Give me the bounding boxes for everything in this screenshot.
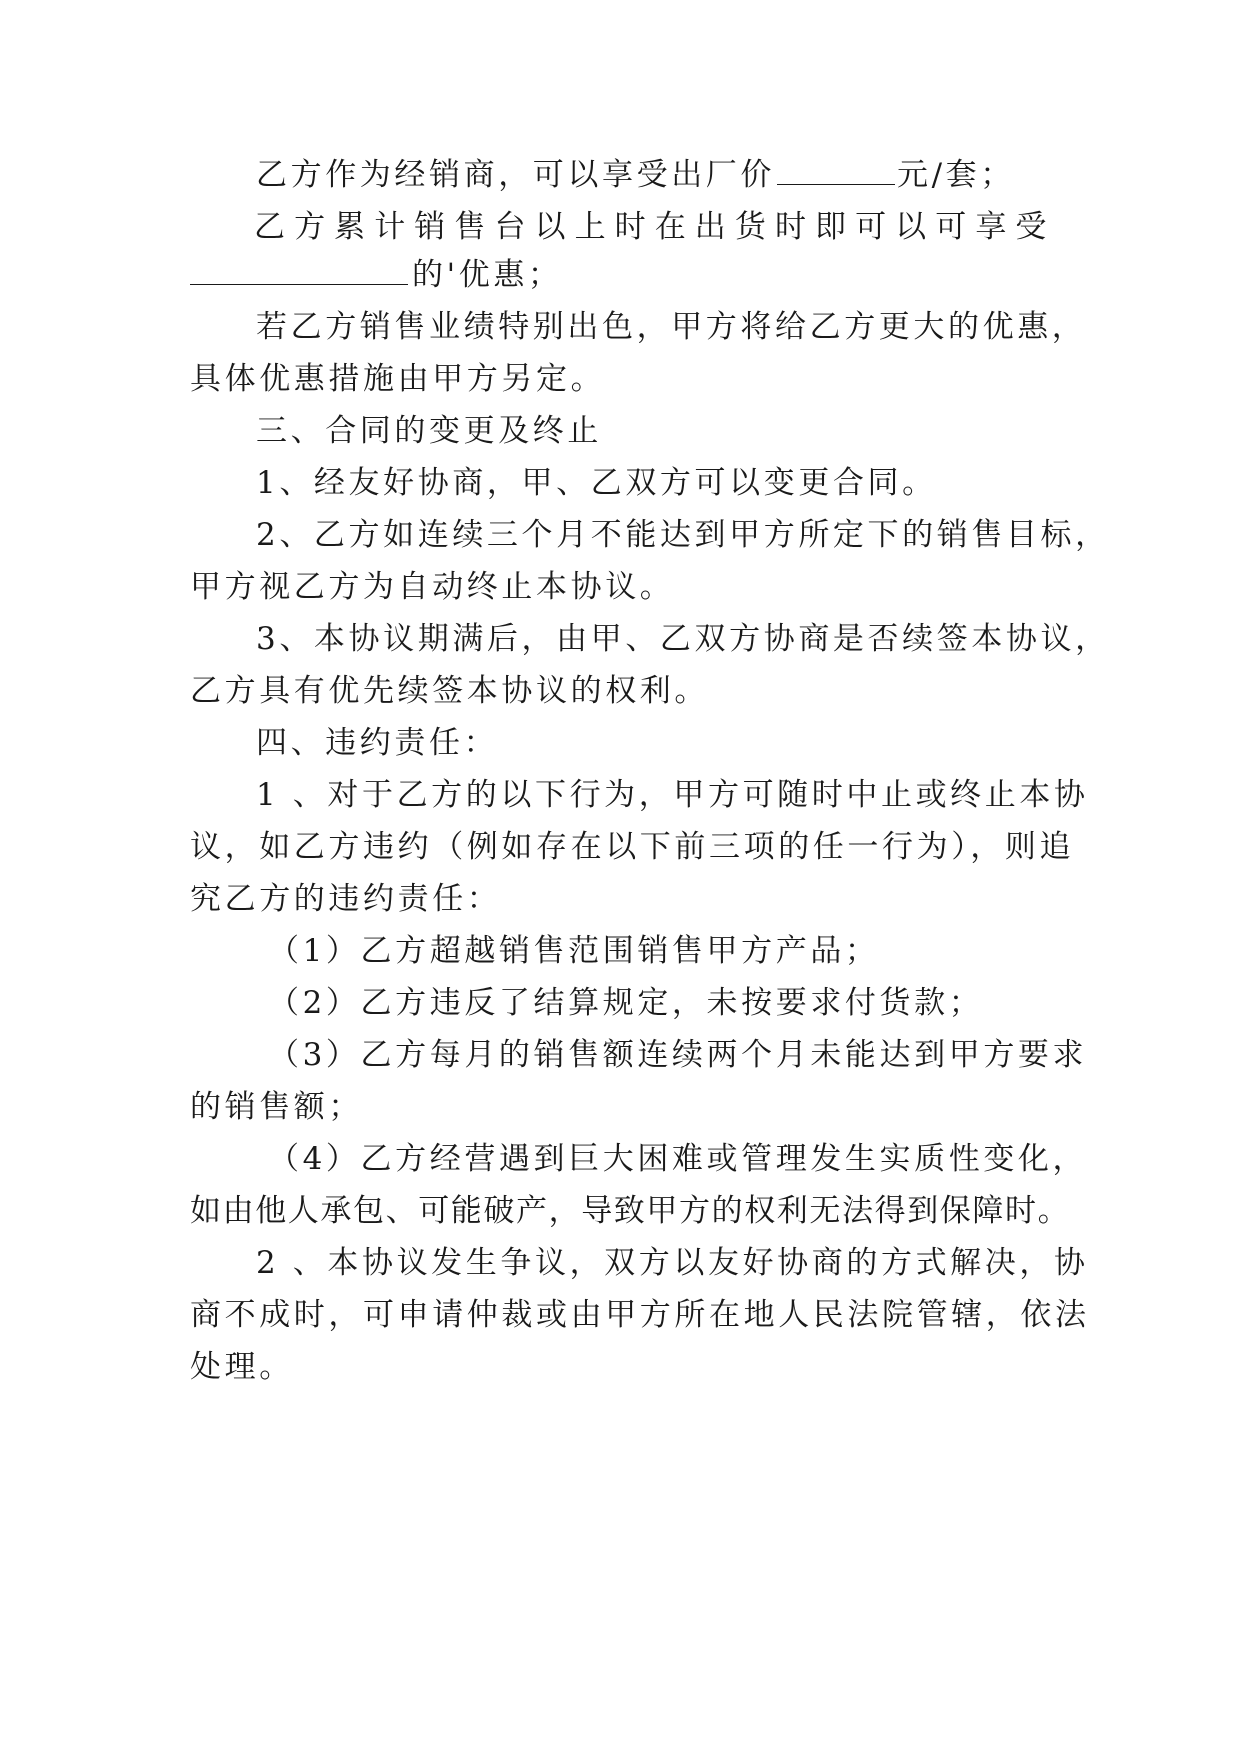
text-segment: 商不成时，可申请仲裁或由甲方所在地人民法院管辖，依法 bbox=[190, 1297, 1090, 1333]
list-item-3-cont bbox=[190, 1087, 363, 1127]
text-segment: 乙方累计销售台以上时在出货时即可以可享受 bbox=[254, 209, 1050, 245]
text-segment: 的销售额； bbox=[190, 1089, 363, 1125]
section-title: 四、违约责任： bbox=[256, 725, 499, 761]
clause-3-3 bbox=[190, 619, 1110, 659]
text-segment: 乙方作为经销商，可以享受出厂价 bbox=[256, 157, 775, 193]
section-heading-3 bbox=[190, 411, 602, 451]
section-heading-4 bbox=[190, 723, 498, 763]
list-item-4 bbox=[190, 1139, 1088, 1179]
text-segment: （1）乙方超越销售范围销售甲方产品； bbox=[268, 933, 880, 969]
text-segment: 1 、对于乙方的以下行为，甲方可随时中止或终止本协 bbox=[256, 777, 1089, 813]
paragraph-factory-price bbox=[190, 155, 1015, 195]
clause-4-2-cont bbox=[190, 1295, 1090, 1335]
text-segment: 2、乙方如连续三个月不能达到甲方所定下的销售目标， bbox=[256, 517, 1110, 553]
text-segment: （4）乙方经营遇到巨大困难或管理发生实质性变化， bbox=[268, 1141, 1088, 1177]
list-item-2 bbox=[190, 983, 983, 1023]
clause-4-1-cont bbox=[190, 827, 1075, 867]
paragraph-excellent-performance-cont bbox=[190, 359, 605, 399]
text-segment: 议，如乙方违约（例如存在以下前三项的任一行为），则追 bbox=[190, 829, 1075, 865]
text-segment: 如由他人承包、可能破产，导致甲方的权利无法得到保障时。 bbox=[190, 1193, 1071, 1229]
clause-3-1 bbox=[190, 463, 937, 503]
text-segment: 的'优惠； bbox=[412, 257, 563, 293]
paragraph-excellent-performance bbox=[190, 307, 1087, 347]
text-segment: （3）乙方每月的销售额连续两个月未能达到甲方要求 bbox=[268, 1037, 1088, 1073]
text-segment: 究乙方的违约责任： bbox=[190, 881, 502, 917]
price-blank bbox=[777, 156, 895, 185]
paragraph-cumulative-sales bbox=[190, 207, 1050, 247]
clause-4-2 bbox=[190, 1243, 1089, 1283]
text-segment: 处理。 bbox=[190, 1349, 294, 1385]
clause-4-2-cont2 bbox=[190, 1347, 294, 1387]
text-segment: 1、经友好协商，甲、乙双方可以变更合同。 bbox=[256, 465, 937, 501]
text-segment: （2）乙方违反了结算规定，未按要求付货款； bbox=[268, 985, 984, 1021]
paragraph-cumulative-sales-cont bbox=[190, 255, 563, 295]
section-title: 三、合同的变更及终止 bbox=[256, 413, 602, 449]
text-segment: 元/套； bbox=[897, 157, 1015, 193]
text-segment: 乙方具有优先续签本协议的权利。 bbox=[190, 673, 709, 709]
text-segment: 具体优惠措施由甲方另定。 bbox=[190, 361, 606, 397]
discount-blank bbox=[190, 256, 408, 285]
clause-3-2 bbox=[190, 515, 1110, 555]
clause-3-2-cont bbox=[190, 567, 674, 607]
list-item-4-cont bbox=[190, 1191, 1070, 1231]
list-item-3 bbox=[190, 1035, 1088, 1075]
text-segment: 3、本协议期满后，由甲、乙双方协商是否续签本协议， bbox=[256, 621, 1110, 657]
text-segment: 若乙方销售业绩特别出色，甲方将给乙方更大的优惠， bbox=[256, 309, 1087, 345]
text-segment: 2 、本协议发生争议，双方以友好协商的方式解决，协 bbox=[256, 1245, 1089, 1281]
text-segment: 甲方视乙方为自动终止本协议。 bbox=[190, 569, 675, 605]
clause-4-1-cont2 bbox=[190, 879, 501, 919]
list-item-1 bbox=[190, 931, 880, 971]
clause-3-3-cont bbox=[190, 671, 709, 711]
clause-4-1 bbox=[190, 775, 1089, 815]
